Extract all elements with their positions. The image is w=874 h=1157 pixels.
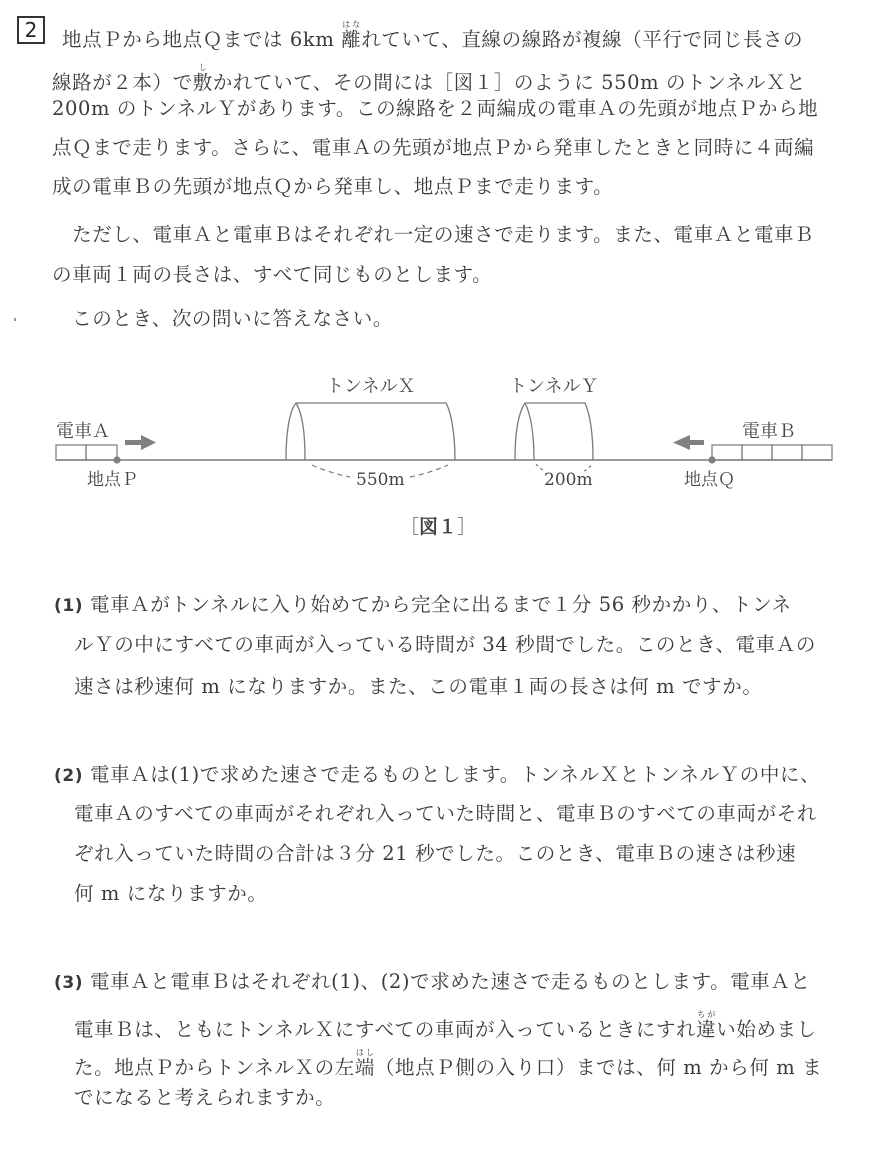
problem-number-box: 2	[17, 16, 45, 44]
point-q-label: 地点Ｑ	[684, 470, 735, 490]
intro-line-2	[52, 63, 806, 93]
intro-line-6: ただし、電車Ａと電車Ｂはそれぞれ一定の速さで走ります。また、電車Ａと電車Ｂ	[52, 223, 815, 246]
arrow-left-icon	[673, 435, 704, 450]
train-b-label: 電車Ｂ	[742, 421, 796, 442]
question-3-text-2b: い始めまし	[716, 1018, 817, 1041]
ruby-base: 敷	[192, 71, 213, 94]
intro-line-8: このとき、次の問いに答えなさい。	[52, 307, 393, 330]
ruby-chigai	[696, 1010, 717, 1041]
intro-line-1-text-a: 地点Ｐから地点Ｑまでは 6km	[62, 28, 342, 51]
question-2-text-1: 電車Ａは(1)で求めた速さで走るものとします。トンネルＸとトンネルＹの中に、	[89, 763, 821, 786]
question-2-number: (2)	[54, 766, 84, 786]
train-a-label: 電車Ａ	[56, 421, 110, 442]
tunnel-x-length: 550m	[356, 470, 405, 490]
train-a-car-1	[56, 445, 86, 460]
point-p-marker	[113, 456, 120, 463]
intro-line-1	[62, 20, 803, 50]
tunnel-x	[286, 403, 455, 460]
ruby-shiki	[192, 63, 213, 94]
ruby-reading: はし	[354, 1048, 375, 1057]
tunnel-x-dim-left	[312, 465, 350, 477]
tunnel-y-length: 200m	[544, 470, 593, 490]
question-2-line-1	[54, 765, 820, 785]
ruby-reading: ちが	[696, 1010, 717, 1019]
train-b-car-1	[712, 445, 742, 460]
figure-1-diagram	[0, 370, 874, 490]
intro-line-5: 成の電車Ｂの先頭が地点Ｑから発車し、地点Ｐまで走ります。	[52, 175, 614, 198]
question-3-text-1: 電車Ａと電車Ｂはそれぞれ(1)、(2)で求めた速さで走るものとします。電車Ａと	[89, 970, 811, 993]
ruby-base: 端	[354, 1056, 375, 1079]
tunnel-x-dim-right	[410, 465, 448, 477]
caption-bracket-open: ［	[400, 516, 420, 538]
question-2-line-2: 電車Ａのすべての車両がそれぞれ入っていた時間と、電車Ｂのすべての車両がそれ	[74, 802, 817, 825]
tunnel-y	[515, 403, 593, 460]
question-3-text-3a: た。地点ＰからトンネルＸの左	[74, 1056, 355, 1079]
point-q-marker	[708, 456, 715, 463]
point-p-label: 地点Ｐ	[87, 470, 138, 490]
question-2-line-4: 何 m になりますか。	[74, 882, 268, 905]
question-3-text-2a: 電車Ｂは、ともにトンネルＸにすべての車両が入っているときにすれ	[74, 1018, 697, 1041]
question-3-number: (3)	[54, 973, 84, 993]
question-1-line-2: ルＹの中にすべての車両が入っている時間が 34 秒間でした。このとき、電車Ａの	[74, 633, 816, 656]
caption-bracket-close: ］	[457, 516, 477, 538]
question-1-number: (1)	[54, 596, 84, 616]
figure-caption	[400, 512, 476, 539]
train-b	[712, 445, 832, 460]
train-b-car-2	[742, 445, 772, 460]
ruby-hashi	[354, 1048, 375, 1079]
intro-line-1-text-b: れていて、直線の線路が複線（平行で同じ長さの	[361, 28, 804, 51]
intro-line-2-text-a: 線路が２本）で	[52, 71, 193, 94]
question-3-line-1	[54, 972, 811, 992]
train-b-car-3	[772, 445, 802, 460]
train-a-car-2	[86, 445, 117, 460]
question-2-line-3: ぞれ入っていた時間の合計は３分 21 秒でした。このとき、電車Ｂの速さは秒速	[74, 842, 797, 865]
train-b-car-4	[802, 445, 832, 460]
scan-speck	[14, 318, 16, 321]
arrow-right-icon	[125, 435, 156, 450]
intro-line-4: 点Ｑまで走ります。さらに、電車Ａの先頭が地点Ｐから発車したときと同時に４両編	[52, 136, 815, 159]
question-1-text-1: 電車Ａがトンネルに入り始めてから完全に出るまで１分 56 秒かかり、トンネ	[89, 593, 792, 616]
question-1-line-1	[54, 595, 792, 615]
ruby-base: 違	[696, 1018, 717, 1041]
caption-title: 図１	[419, 516, 458, 538]
intro-line-2-text-b: かれていて、その間には［図１］のように 550m のトンネルＸと	[212, 71, 807, 94]
question-3-line-2	[74, 1010, 817, 1040]
ruby-base: 離	[341, 28, 362, 51]
intro-line-3: 200m のトンネルＹがあります。この線路を２両編成の電車Ａの先頭が地点Ｐから地	[52, 97, 819, 120]
train-a	[56, 445, 117, 460]
ruby-reading: はな	[341, 20, 362, 29]
question-1-line-3: 速さは秒速何 m になりますか。また、この電車１両の長さは何 m ですか。	[74, 675, 763, 698]
question-3-line-3	[74, 1048, 822, 1078]
tunnel-y-label: トンネルＹ	[509, 376, 599, 397]
question-3-line-4: でになると考えられますか。	[74, 1086, 336, 1109]
question-3-text-3b: （地点Ｐ側の入り口）までは、何 m から何 m ま	[374, 1056, 823, 1079]
intro-line-7: の車両１両の長さは、すべて同じものとします。	[52, 263, 493, 286]
ruby-reading: し	[192, 63, 213, 72]
ruby-hanare	[341, 20, 362, 51]
tunnel-x-label: トンネルＸ	[326, 376, 416, 397]
